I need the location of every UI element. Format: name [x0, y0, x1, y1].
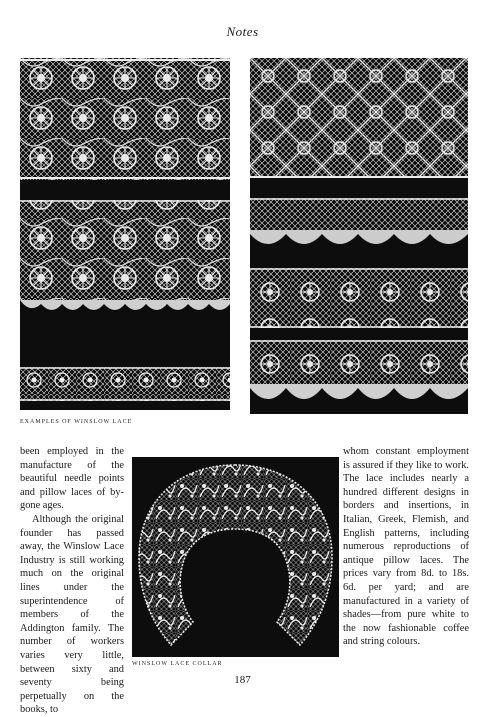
lace-examples-photo-left [20, 58, 230, 410]
page-header-title: Notes [226, 24, 259, 39]
article-paragraph: Although the original founder has passed away, the Winslow Lace Industry is still working much on the original lines under the superintendence of members of the Addington family. The number of workers varies very little, between sixty and seventy being perpetually on the books, to [20, 513, 124, 716]
lace-examples-photo-right [250, 58, 468, 414]
lace-collar-photo [132, 457, 339, 657]
page-number: 187 [234, 674, 251, 686]
figure-caption-lace-examples: EXAMPLES OF WINSLOW LACE [20, 419, 133, 425]
article-column-right [343, 445, 469, 649]
figure-caption-lace-collar: WINSLOW LACE COLLAR [132, 661, 223, 667]
article-paragraph: been employed in the manufacture of the beautiful needle points and pillow laces of by-gone ages. [20, 446, 124, 512]
article-paragraph: whom constant employment is assured if they like to work. The lace includes nearly a hundred different designs in borders and insertions, in Italian, Greek, Flemish, and English patterns, including numerous reproductions of antique pillow laces. The prices vary from 8d. to 18s. 6d. per yard; and are manufactured in a variety of shades—from pure white to the now fashionable coffee and string colours. [343, 446, 469, 648]
